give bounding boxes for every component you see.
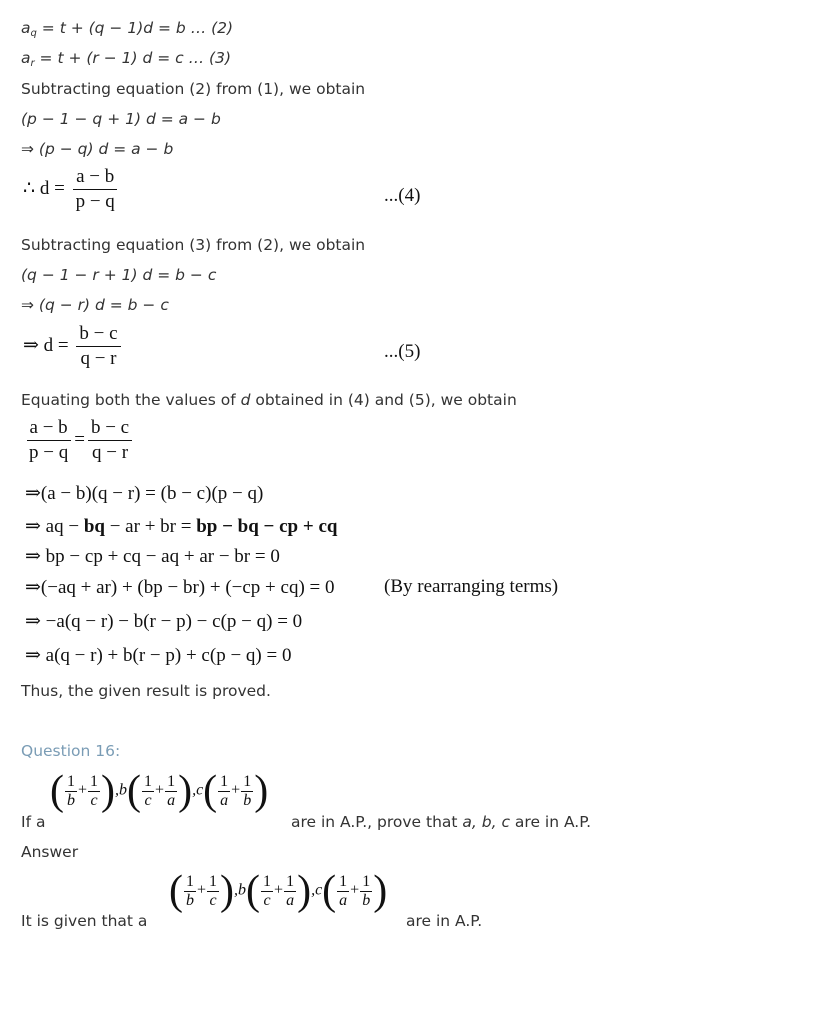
equation-step-2: ⇒ aq − bq − ar + br = bp − bq − cp + cq bbox=[25, 516, 338, 537]
answer-given-after: are in A.P. bbox=[406, 912, 483, 930]
text-subtract-2-from-1: Subtracting equation (2) from (1), we obtain bbox=[21, 80, 366, 98]
text-result-proved: Thus, the given result is proved. bbox=[21, 682, 271, 700]
equation-ar: $a_r = t + (r - 1) d = c$ … (3) bbox=[21, 49, 231, 69]
answer-label: Answer bbox=[21, 843, 79, 861]
equation-pq-step2: ⇒ (p − q) d = a − b bbox=[21, 140, 174, 158]
equation-step-6: ⇒ a(q − r) + b(r − p) + c(p − q) = 0 bbox=[25, 645, 292, 666]
fraction-d4: $\frac{a - b}{p - q}$ bbox=[73, 167, 118, 212]
fraction-d5: $\frac{b - c}{q - r}$ bbox=[76, 324, 120, 369]
equation-step-5: ⇒ −a(q − r) − b(r − p) − c(p − q) = 0 bbox=[25, 611, 303, 632]
equation-tag-4: ...(4) bbox=[384, 185, 421, 206]
question-label: Question 16: bbox=[21, 742, 121, 760]
equation-qr-step2: ⇒ (q − r) d = b − c bbox=[21, 296, 169, 314]
equation-step-1: ⇒(a − b)(q − r) = (b − c)(p − q) bbox=[25, 483, 264, 504]
question-if-text: If a bbox=[21, 813, 46, 831]
text-equating: Equating both the values of d obtained in (4) and (5), we obtain bbox=[21, 391, 517, 409]
answer-expression: ( $\frac{1}{b}$ + $\frac{1}{c}$ ),b( $\frac{1}{c}$ + $\frac{1}{a}$ ),c( $\frac{1}{a}$ + $\frac{1}{b}$ ) bbox=[169, 868, 388, 914]
equation-step-4: ⇒(−aq + ar) + (bp − br) + (−cp + cq) = 0 bbox=[25, 577, 335, 598]
equation-fractions-equal: $\frac{a - b}{p - q}$ = $\frac{b - c}{q - r}$ bbox=[23, 418, 135, 463]
rearranging-note: (By rearranging terms) bbox=[384, 576, 559, 597]
question-after-text: are in A.P., prove that a, b, c are in A.P. bbox=[291, 813, 592, 831]
text-subtract-3-from-2: Subtracting equation (3) from (2), we obtain bbox=[21, 236, 366, 254]
answer-given-text: It is given that a bbox=[21, 912, 148, 930]
equation-d-5: ⇒ d = $\frac{b - c}{q - r}$ bbox=[23, 324, 124, 369]
equation-qr-step1: (q − 1 − r + 1) d = b − c bbox=[21, 266, 217, 284]
equation-pq-step1: (p − 1 − q + 1) d = a − b bbox=[21, 110, 221, 128]
question-expression: ( $\frac{1}{b}$ + $\frac{1}{c}$ ),b( $\frac{1}{c}$ + $\frac{1}{a}$ ),c( $\frac{1}{a}$ + $\frac{1}{b}$ ) bbox=[50, 768, 269, 814]
equation-d-4: ∴ d = $\frac{a - b}{p - q}$ bbox=[23, 167, 121, 212]
equation-tag-5: ...(5) bbox=[384, 341, 421, 362]
equation-aq: $a_q = t + (q - 1)d = b$ … (2) bbox=[21, 19, 234, 39]
equation-step-3: ⇒ bp − cp + cq − aq + ar − br = 0 bbox=[25, 546, 280, 567]
